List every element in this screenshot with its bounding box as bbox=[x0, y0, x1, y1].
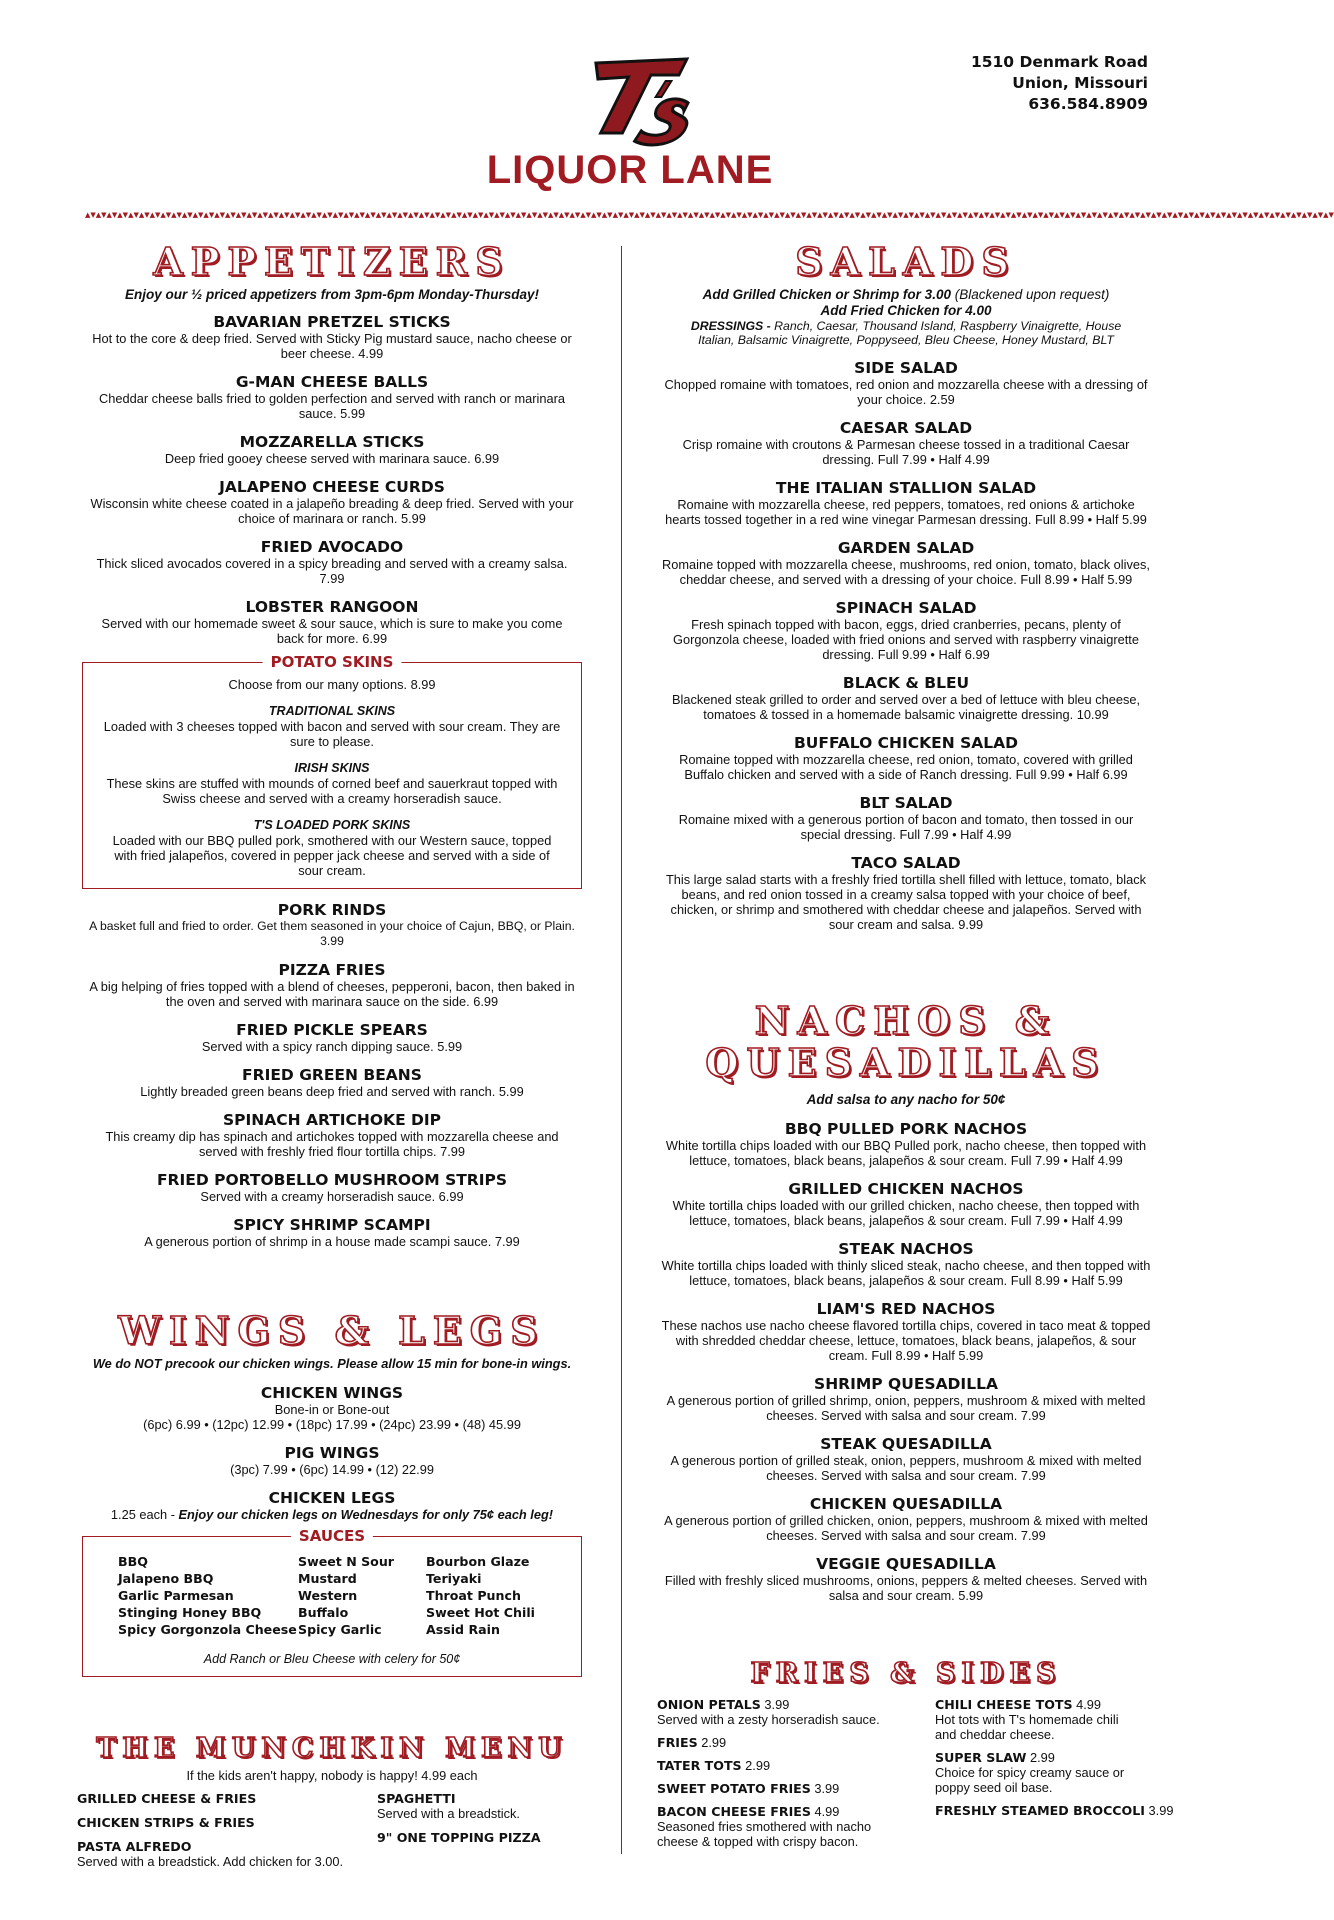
menu-item bbox=[651, 1435, 1161, 1483]
kids-item bbox=[77, 1815, 377, 1830]
sauce-note: Add Ranch or Bleu Cheese with celery for 50¢ bbox=[203, 1652, 461, 1666]
item-name: BLT SALAD bbox=[859, 794, 953, 812]
menu-item bbox=[77, 373, 587, 421]
sides-section bbox=[651, 1658, 1174, 1857]
side-name: CHILI CHEESE TOTS bbox=[935, 1697, 1073, 1712]
sauces-list bbox=[93, 1553, 571, 1638]
kids-item-name: SPAGHETTI bbox=[377, 1791, 456, 1806]
item-name: PORK RINDS bbox=[277, 901, 387, 919]
menu-item bbox=[651, 1180, 1161, 1228]
kids-item-desc: Served with a breadstick. Add chicken for 3.00. bbox=[77, 1854, 344, 1869]
menu-item bbox=[651, 854, 1161, 932]
menu-item bbox=[651, 1120, 1161, 1168]
kids-item-desc: Served with a breadstick. bbox=[377, 1806, 520, 1821]
item-name: SIDE SALAD bbox=[854, 359, 958, 377]
wings-section bbox=[77, 1308, 587, 1677]
item-desc: White tortilla chips loaded with our BBQ Pulled pork, nacho cheese, then topped with lettuce, tomatoes, black beans, jalapeños & sour cream. Full 7.99 • Half 4.99 bbox=[665, 1138, 1147, 1168]
item-name: G-MAN CHEESE BALLS bbox=[235, 373, 429, 391]
item-desc bbox=[77, 1507, 587, 1522]
item-desc: This large salad starts with a freshly fried tortilla shell filled with lettuce, tomato, black beans, and red onion tossed in a creamy salsa topped with your choice of beef, chicken, or shrimp and smothered with cheddar cheese and jalapeños. Served with sour cream and salsa. 9.99 bbox=[665, 872, 1147, 932]
sauce-item: Garlic Parmesan bbox=[118, 1588, 234, 1603]
sauce-item: Spicy Garlic bbox=[298, 1622, 382, 1637]
address-phone[interactable]: 636.584.8909 bbox=[1028, 95, 1148, 113]
side-name-line bbox=[657, 1735, 935, 1750]
item-name: SHRIMP QUESADILLA bbox=[814, 1375, 998, 1393]
sides-items bbox=[651, 1697, 1174, 1857]
item-name: STEAK QUESADILLA bbox=[820, 1435, 992, 1453]
menu-item bbox=[77, 313, 587, 361]
dressings-line bbox=[651, 319, 1161, 347]
menu-item bbox=[77, 1489, 587, 1522]
menu-item bbox=[77, 1171, 587, 1204]
side-name: SUPER SLAW bbox=[935, 1750, 1027, 1765]
menu-item bbox=[651, 1240, 1161, 1288]
item-name: FRIED PICKLE SPEARS bbox=[236, 1021, 428, 1039]
side-item bbox=[657, 1781, 935, 1796]
item-desc: A generous portion of shrimp in a house made scampi sauce. 7.99 bbox=[144, 1234, 520, 1249]
side-name: BACON CHEESE FRIES bbox=[657, 1804, 811, 1819]
skin-option-name: T'S LOADED PORK SKINS bbox=[253, 818, 411, 832]
item-name: GARDEN SALAD bbox=[837, 539, 975, 557]
dressings-label: DRESSINGS - bbox=[690, 319, 775, 333]
legs-promo: Enjoy our chicken legs on Wednesdays for only 75¢ each leg! bbox=[178, 1507, 554, 1522]
item-name: STEAK NACHOS bbox=[838, 1240, 974, 1258]
sauce-item: Western bbox=[298, 1588, 358, 1603]
item-name: FRIED PORTOBELLO MUSHROOM STRIPS bbox=[156, 1171, 508, 1189]
item-name: VEGGIE QUESADILLA bbox=[816, 1555, 996, 1573]
side-item bbox=[657, 1697, 935, 1727]
address-city: Union, Missouri bbox=[1012, 74, 1148, 92]
side-price: 2.99 bbox=[741, 1758, 771, 1773]
appetizers-intro: Enjoy our ½ priced appetizers from 3pm-6pm Monday-Thursday! bbox=[124, 287, 540, 302]
nachos-intro: Add salsa to any nacho for 50¢ bbox=[806, 1092, 1006, 1107]
menu-item bbox=[77, 901, 587, 949]
side-item bbox=[657, 1804, 935, 1849]
item-desc: A basket full and fried to order. Get them seasoned in your choice of Cajun, BBQ, or Plain. 3.99 bbox=[89, 919, 575, 948]
side-name: TATER TOTS bbox=[657, 1758, 742, 1773]
sauce-item: Teriyaki bbox=[426, 1571, 482, 1586]
kids-item-name: 9" ONE TOPPING PIZZA bbox=[377, 1830, 541, 1845]
kids-item-name: PASTA ALFREDO bbox=[77, 1839, 192, 1854]
potato-skins-intro: Choose from our many options. 8.99 bbox=[228, 677, 436, 692]
sauces-box bbox=[82, 1527, 582, 1677]
menu-item bbox=[651, 734, 1161, 782]
kids-item-name: CHICKEN STRIPS & FRIES bbox=[77, 1815, 255, 1830]
side-item bbox=[657, 1735, 935, 1750]
salads-intro-fried: Add Fried Chicken for 4.00 bbox=[820, 303, 992, 318]
item-name: MOZZARELLA STICKS bbox=[239, 433, 425, 451]
item-desc: A generous portion of grilled steak, onion, peppers, mushroom & mixed with melted cheeses. Served with salsa and sour cream. 7.99 bbox=[670, 1453, 1142, 1483]
menu-item bbox=[77, 1021, 587, 1054]
sides-left-col bbox=[657, 1697, 935, 1857]
kids-intro: If the kids aren't happy, nobody is happy! 4.99 each bbox=[186, 1768, 478, 1783]
sauce-item: Sweet Hot Chili bbox=[426, 1605, 535, 1620]
side-name: FRESHLY STEAMED BROCCOLI bbox=[935, 1803, 1145, 1818]
side-item bbox=[935, 1697, 1175, 1742]
item-name: PIZZA FRIES bbox=[278, 961, 386, 979]
side-name-line bbox=[657, 1758, 935, 1773]
appetizers-title: APPETIZERS bbox=[153, 239, 511, 284]
sauce-item: Throat Punch bbox=[426, 1588, 521, 1603]
menu-item bbox=[77, 538, 587, 586]
sides-title: FRIES & SIDES bbox=[750, 1658, 1062, 1689]
menu-item bbox=[77, 598, 587, 646]
item-prices: (6pc) 6.99 • (12pc) 12.99 • (18pc) 17.99 • (24pc) 23.99 • (48) 45.99 bbox=[143, 1417, 521, 1432]
item-name: FRIED AVOCADO bbox=[260, 538, 404, 556]
sauce-item: Buffalo bbox=[298, 1605, 349, 1620]
item-desc: Crisp romaine with croutons & Parmesan cheese tossed in a traditional Caesar dressing. Full 7.99 • Half 4.99 bbox=[682, 437, 1130, 467]
address-street: 1510 Denmark Road bbox=[970, 53, 1148, 71]
menu-item bbox=[77, 1216, 587, 1249]
nachos-title-line1: NACHOS & bbox=[754, 998, 1058, 1043]
side-desc: Seasoned fries smothered with nacho cheese & topped with crispy bacon. bbox=[657, 1819, 872, 1849]
side-price: 3.99 bbox=[760, 1697, 790, 1712]
item-name: GRILLED CHICKEN NACHOS bbox=[788, 1180, 1024, 1198]
side-name: ONION PETALS bbox=[657, 1697, 761, 1712]
menu-item bbox=[651, 1495, 1161, 1543]
item-desc: Chopped romaine with tomatoes, red onion and mozzarella cheese with a dressing of your choice. 2.59 bbox=[664, 377, 1148, 407]
side-name: FRIES bbox=[657, 1735, 698, 1750]
item-name: TACO SALAD bbox=[851, 854, 961, 872]
item-desc: Romaine mixed with a generous portion of bacon and tomato, then tossed in our special dressing. Full 7.99 • Half 4.99 bbox=[678, 812, 1134, 842]
wings-intro: We do NOT precook our chicken wings. Please allow 15 min for bone-in wings. bbox=[92, 1356, 572, 1371]
salads-intro bbox=[651, 287, 1161, 303]
kids-item bbox=[77, 1839, 377, 1869]
item-name: CHICKEN LEGS bbox=[268, 1489, 396, 1507]
sauce-item: Assid Rain bbox=[426, 1622, 500, 1637]
menu-item bbox=[651, 794, 1161, 842]
column-divider bbox=[621, 246, 622, 1854]
item-name: LIAM'S RED NACHOS bbox=[816, 1300, 996, 1318]
side-name-line bbox=[657, 1781, 935, 1796]
side-price: 4.99 bbox=[810, 1804, 840, 1819]
item-name: CAESAR SALAD bbox=[839, 419, 973, 437]
item-desc: White tortilla chips loaded with thinly sliced steak, nacho cheese, and then topped with lettuce, tomatoes, black beans, jalapeños & sour cream. Full 8.99 • Half 5.99 bbox=[661, 1258, 1151, 1288]
legs-price: 1.25 each - bbox=[110, 1507, 179, 1522]
skin-option-name: IRISH SKINS bbox=[294, 761, 370, 775]
ts-logo bbox=[560, 55, 710, 150]
wings-title: WINGS & LEGS bbox=[118, 1308, 546, 1353]
item-desc: This creamy dip has spinach and artichokes topped with mozzarella cheese and served with freshly fried flour tortilla chips. 7.99 bbox=[105, 1129, 559, 1159]
decorative-border: ▲▼▲▼▲▼▲▼▲▼▲▼▲▼▲▼▲▼▲▼▲▼▲▼▲▼▲▼▲▼▲▼▲▼▲▼▲▼▲▼▲▼▲▼▲▼▲▼▲▼▲▼▲▼▲▼▲▼▲▼▲▼▲▼▲▼▲▼▲▼▲▼▲▼▲▼▲▼▲▼▲▼▲▼▲▼▲▼▲▼▲▼▲▼▲▼▲▼▲▼▲▼▲▼▲▼▲▼▲▼▲▼▲▼▲▼▲▼▲▼▲▼▲▼▲▼▲▼▲▼▲▼▲▼▲▼▲▼▲▼▲▼▲▼▲▼▲▼▲▼▲▼▲▼▲▼▲▼▲▼▲▼▲▼▲▼▲▼▲▼▲▼▲▼▲▼▲▼▲▼▲▼▲▼▲▼▲▼▲▼▲▼▲▼▲▼▲▼▲▼▲▼▲▼▲▼▲▼▲▼▲▼▲▼▲▼▲▼▲▼▲▼▲▼▲▼▲▼▲▼▲▼ bbox=[85, 211, 1334, 219]
menu-item bbox=[77, 478, 587, 526]
item-name: BUFFALO CHICKEN SALAD bbox=[793, 734, 1019, 752]
kids-left-col bbox=[77, 1791, 377, 1878]
side-price: 3.99 bbox=[1144, 1803, 1174, 1818]
item-name: CHICKEN QUESADILLA bbox=[809, 1495, 1003, 1513]
side-item bbox=[935, 1750, 1175, 1795]
menu-item bbox=[77, 961, 587, 1009]
kids-right-col bbox=[377, 1791, 587, 1878]
side-item bbox=[935, 1803, 1175, 1818]
kids-item-name: GRILLED CHEESE & FRIES bbox=[77, 1791, 257, 1806]
kids-item bbox=[377, 1830, 587, 1845]
menu-item bbox=[651, 1300, 1161, 1363]
item-name: SPINACH ARTICHOKE DIP bbox=[222, 1111, 442, 1129]
sauce-item: Stinging Honey BBQ bbox=[118, 1605, 262, 1620]
side-name-line bbox=[657, 1697, 935, 1712]
item-desc: A generous portion of grilled chicken, onion, peppers, mushroom & mixed with melted cheeses. Served with salsa and sour cream. 7.99 bbox=[664, 1513, 1148, 1543]
sauce-item: Jalapeno BBQ bbox=[118, 1571, 214, 1586]
salads-section bbox=[651, 239, 1161, 932]
menu-item bbox=[651, 1555, 1161, 1603]
sauce-item: Mustard bbox=[298, 1571, 357, 1586]
item-desc: Romaine topped with mozzarella cheese, red onion, tomato, covered with grilled Buffalo chicken and served with a side of Ranch dressing. Full 9.99 • Half 6.99 bbox=[679, 752, 1133, 782]
kids-title: THE MUNCHKIN MENU bbox=[96, 1733, 568, 1764]
item-desc: Filled with freshly sliced mushrooms, onions, peppers & melted cheeses. Served with salsa and sour cream. 5.99 bbox=[664, 1573, 1148, 1603]
appetizers-section bbox=[77, 239, 587, 1249]
menu-item bbox=[651, 1375, 1161, 1423]
sauce-item: BBQ bbox=[118, 1554, 148, 1569]
item-desc: Served with a creamy horseradish sauce. 6.99 bbox=[200, 1189, 464, 1204]
item-desc: Romaine with mozzarella cheese, red peppers, tomatoes, red onions & artichoke hearts tossed together in a red wine vinegar Parmesan dressing. Full 8.99 • Half 5.99 bbox=[665, 497, 1147, 527]
address-block bbox=[971, 52, 1148, 115]
side-price: 2.99 bbox=[1026, 1750, 1055, 1765]
menu-item bbox=[77, 1384, 587, 1432]
item-desc: Deep fried gooey cheese served with marinara sauce. 6.99 bbox=[164, 451, 500, 466]
item-name: SPINACH SALAD bbox=[835, 599, 977, 617]
item-name: LOBSTER RANGOON bbox=[245, 598, 419, 616]
item-desc: Served with a spicy ranch dipping sauce. 5.99 bbox=[201, 1039, 463, 1054]
side-item bbox=[657, 1758, 935, 1773]
menu-item bbox=[77, 1066, 587, 1099]
logo-subtitle: LIQUOR LANE bbox=[486, 148, 774, 192]
item-desc: Blackened steak grilled to order and served over a bed of lettuce with bleu cheese, tomatoes & tossed in a homemade balsamic vinaigrette dressing. 10.99 bbox=[671, 692, 1141, 722]
nachos-section bbox=[651, 998, 1161, 1603]
item-desc: Lightly breaded green beans deep fried and served with ranch. 5.99 bbox=[140, 1084, 524, 1099]
kids-section bbox=[77, 1735, 587, 1878]
side-price: 3.99 bbox=[810, 1781, 840, 1796]
item-desc: Served with our homemade sweet & sour sauce, which is sure to make you come back for more. 6.99 bbox=[101, 616, 563, 646]
salads-intro-note: (Blackened upon request) bbox=[950, 287, 1110, 302]
skin-option-desc: Loaded with our BBQ pulled pork, smothered with our Western sauce, topped with fried jalapeños, covered in pepper jack cheese and served with a side of sour cream. bbox=[112, 833, 552, 878]
salads-title: SALADS bbox=[795, 239, 1017, 284]
menu-item bbox=[651, 539, 1161, 587]
item-name: BLACK & BLEU bbox=[842, 674, 970, 692]
item-name: THE ITALIAN STALLION SALAD bbox=[775, 479, 1037, 497]
skin-option-name: TRADITIONAL SKINS bbox=[268, 704, 396, 718]
salads-intro-addon: Add Grilled Chicken or Shrimp for 3.00 bbox=[702, 287, 951, 302]
kids-items bbox=[77, 1791, 587, 1878]
side-name-line bbox=[935, 1697, 1175, 1712]
item-name: BBQ PULLED PORK NACHOS bbox=[784, 1120, 1028, 1138]
side-name-line bbox=[935, 1750, 1175, 1765]
skin-option-desc: These skins are stuffed with mounds of corned beef and sauerkraut topped with Swiss cheese and served with a creamy horseradish sauce. bbox=[106, 776, 558, 806]
item-desc: Cheddar cheese balls fried to golden perfection and served with ranch or marinara sauce. 5.99 bbox=[99, 391, 565, 421]
skin-option-desc: Loaded with 3 cheeses topped with bacon and served with sour cream. They are sure to please. bbox=[103, 719, 561, 749]
item-desc: Fresh spinach topped with bacon, eggs, dried cranberries, pecans, plenty of Gorgonzola cheese, loaded with fried onions and served with raspberry vinaigrette dressing. Full 9.99 • Half 6.99 bbox=[673, 617, 1139, 662]
item-name: FRIED GREEN BEANS bbox=[242, 1066, 422, 1084]
item-desc: (3pc) 7.99 • (6pc) 14.99 • (12) 22.99 bbox=[230, 1462, 434, 1477]
menu-item bbox=[77, 433, 587, 466]
sauce-item: Sweet N Sour bbox=[298, 1554, 395, 1569]
menu-item bbox=[651, 479, 1161, 527]
item-desc: White tortilla chips loaded with our grilled chicken, nacho cheese, then topped with lettuce, tomatoes, black beans, jalapeños & sour cream. Full 7.99 • Half 4.99 bbox=[672, 1198, 1140, 1228]
potato-skins-box bbox=[82, 653, 582, 889]
menu-item bbox=[77, 1111, 587, 1159]
side-desc: Hot tots with T's homemade chili and cheddar cheese. bbox=[935, 1712, 1119, 1742]
item-desc: A big helping of fries topped with a blend of cheeses, pepperoni, bacon, then baked in the oven and served with marinara sauce on the side. 6.99 bbox=[89, 979, 575, 1009]
menu-item bbox=[651, 419, 1161, 467]
sauces-label: SAUCES bbox=[291, 1527, 373, 1545]
sides-right-col bbox=[935, 1697, 1175, 1857]
potato-skins-label: POTATO SKINS bbox=[263, 653, 402, 671]
item-desc: Hot to the core & deep fried. Served with Sticky Pig mustard sauce, nacho cheese or beer cheese. 4.99 bbox=[92, 331, 572, 361]
item-desc: Romaine topped with mozzarella cheese, mushrooms, red onion, tomato, black olives, cheddar cheese, and served with a dressing of your choice. Full 8.99 • Half 5.99 bbox=[662, 557, 1150, 587]
item-name: PIG WINGS bbox=[284, 1444, 380, 1462]
item-name: BAVARIAN PRETZEL STICKS bbox=[213, 313, 451, 331]
side-name: SWEET POTATO FRIES bbox=[657, 1781, 811, 1796]
item-desc: Wisconsin white cheese coated in a jalapeño breading & deep fried. Served with your choice of marinara or ranch. 5.99 bbox=[90, 496, 574, 526]
menu-item bbox=[651, 359, 1161, 407]
item-desc: A generous portion of grilled shrimp, onion, peppers, mushroom & mixed with melted cheeses. Served with salsa and sour cream. 7.99 bbox=[666, 1393, 1146, 1423]
side-desc: Served with a zesty horseradish sauce. bbox=[657, 1712, 880, 1727]
item-desc: Bone-in or Bone-out bbox=[274, 1402, 390, 1417]
side-desc: Choice for spicy creamy sauce or poppy seed oil base. bbox=[935, 1765, 1125, 1795]
side-price: 4.99 bbox=[1072, 1697, 1102, 1712]
menu-item bbox=[77, 1444, 587, 1477]
menu-item bbox=[651, 674, 1161, 722]
item-name: SPICY SHRIMP SCAMPI bbox=[233, 1216, 431, 1234]
kids-item bbox=[77, 1791, 377, 1806]
kids-item bbox=[377, 1791, 587, 1821]
side-name-line bbox=[657, 1804, 935, 1819]
side-name-line bbox=[935, 1803, 1175, 1818]
nachos-title-line2: QUESADILLAS bbox=[705, 1040, 1107, 1085]
item-desc: These nachos use nacho cheese flavored tortilla chips, covered in taco meat & topped with shredded cheddar cheese, lettuce, tomatoes, black beans, jalapeños, & sour cream. Full 8.99 • Half 5.99 bbox=[661, 1318, 1151, 1363]
item-desc: Thick sliced avocados covered in a spicy breading and served with a creamy salsa. 7.99 bbox=[96, 556, 568, 586]
sauce-item: Spicy Gorgonzola Cheese bbox=[118, 1622, 297, 1637]
dressings-list: Ranch, Caesar, Thousand Island, Raspberry Vinaigrette, House Italian, Balsamic Vinaigrette, Poppyseed, Bleu Cheese, Honey Mustard, BLT bbox=[698, 319, 1122, 347]
item-name: JALAPENO CHEESE CURDS bbox=[219, 478, 445, 496]
menu-item bbox=[651, 599, 1161, 662]
side-price: 2.99 bbox=[697, 1735, 727, 1750]
sauce-item: Bourbon Glaze bbox=[426, 1554, 530, 1569]
item-name: CHICKEN WINGS bbox=[260, 1384, 404, 1402]
